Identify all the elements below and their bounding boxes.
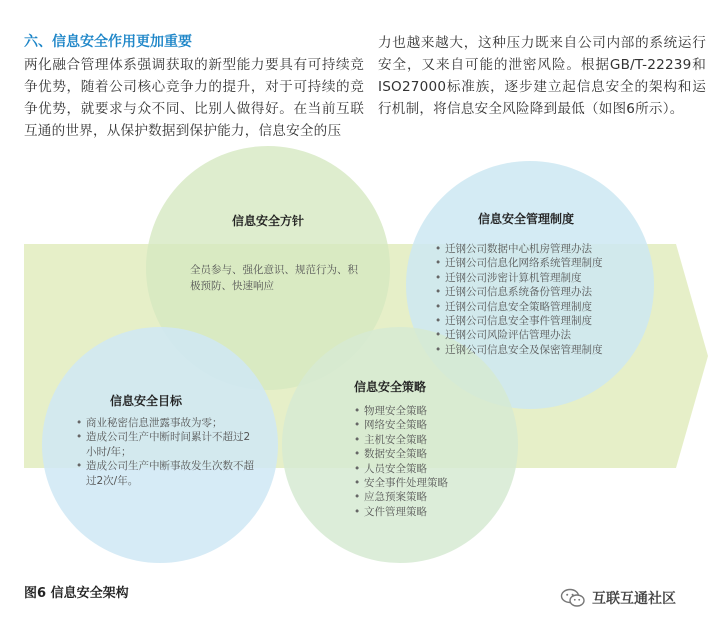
goals-title: 信息安全目标: [110, 394, 183, 408]
list-item: • 主机安全策略: [354, 433, 448, 447]
section-heading: 六、信息安全作用更加重要: [24, 34, 192, 50]
figure-caption: 图6 信息安全架构: [24, 586, 129, 601]
wechat-icon: [560, 588, 586, 608]
management-title: 信息安全管理制度: [478, 212, 575, 226]
list-item: • 文件管理策略: [354, 505, 448, 519]
list-item: • 迁钢公司数据中心机房管理办法: [435, 242, 603, 256]
list-item: • 迁钢公司涉密计算机管理制度: [435, 271, 603, 285]
strategy-title: 信息安全策略: [354, 380, 427, 394]
list-item: • 迁钢公司信息安全及保密管理制度: [435, 343, 603, 357]
list-item: • 应急预案策略: [354, 490, 448, 504]
list-item: • 迁钢公司信息化网络系统管理制度: [435, 256, 603, 270]
strategy-list: [354, 404, 448, 519]
left-paragraph: 两化融合管理体系强调获取的新型能力要具有可持续竞争优势，随着公司核心竞争力的提升，对于可持续的竞争优势，就要求与众不同、比别人做得好。在当前互联互通的世界，从保护数据到保护能力，信息安全的压: [24, 57, 364, 139]
right-paragraph: 力也越来越大，这种压力既来自公司内部的系统运行安全，又来自可能的泄密风险。根据GB/T-22239和ISO27000标准族，逐步建立起信息安全的架构和运行机制，将信息安全风险降到最低（如图6所示）。: [378, 35, 706, 117]
list-item: • 人员安全策略: [354, 462, 448, 476]
list-item: • 迁钢公司信息系统备份管理办法: [435, 285, 603, 299]
list-item: • 造成公司生产中断事故发生次数不超过2次/年。: [76, 459, 254, 488]
watermark-label: 互联互通社区: [592, 591, 676, 607]
list-item: • 迁钢公司风险评估管理办法: [435, 328, 603, 342]
list-item: • 造成公司生产中断时间累计不超过2小时/年；: [76, 430, 254, 459]
policy-text: 全员参与、强化意识、规范行为、积极预防、快速响应: [190, 264, 358, 292]
list-item: • 网络安全策略: [354, 418, 448, 432]
list-item: • 物理安全策略: [354, 404, 448, 418]
list-item: • 安全事件处理策略: [354, 476, 448, 490]
list-item: • 数据安全策略: [354, 447, 448, 461]
management-list: [435, 242, 603, 357]
watermark: [560, 588, 676, 608]
list-item: • 迁钢公司信息安全策略管理制度: [435, 300, 603, 314]
policy-title: 信息安全方针: [232, 214, 305, 228]
list-item: • 迁钢公司信息安全事件管理制度: [435, 314, 603, 328]
goals-list: [76, 416, 254, 488]
list-item: • 商业秘密信息泄露事故为零；: [76, 416, 254, 430]
